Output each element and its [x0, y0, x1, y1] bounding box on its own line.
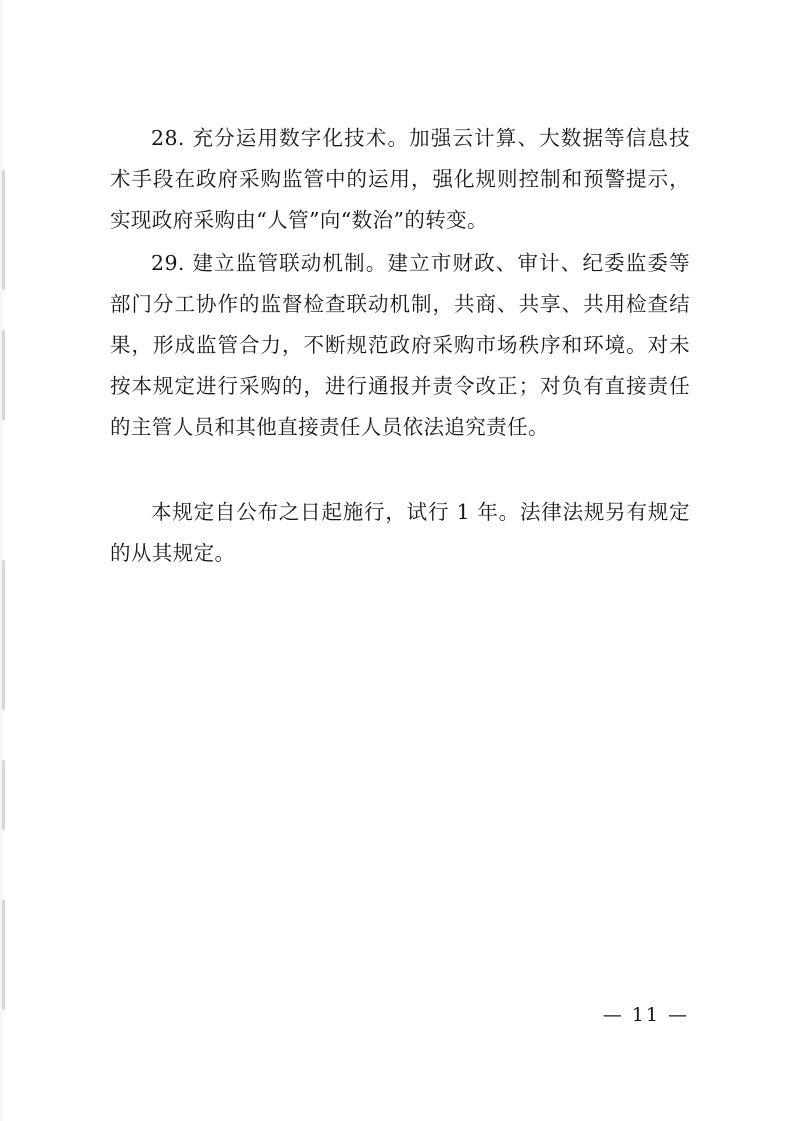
scan-mark [2, 900, 5, 1010]
scan-mark [2, 760, 5, 830]
scan-mark [2, 170, 5, 290]
paragraph-closing: 本规定自公布之日起施行，试行 1 年。法律法规另有规定的从其规定。 [110, 500, 690, 565]
paragraph-item-28: 28. 充分运用数字化技术。加强云计算、大数据等信息技术手段在政府采购监管中的运用，强化规则控制和预警提示，实现政府采购由“人管”向“数治”的转变。 [110, 126, 690, 232]
document-body [110, 118, 690, 576]
scan-mark [2, 330, 5, 420]
paragraph-item-29: 29. 建立监管联动机制。建立市财政、审计、纪委监委等部门分工协作的监督检查联动机制，共商、共享、共用检查结果，形成监管合力，不断规范政府采购市场秩序和环境。对未按本规定进行采购的，进行通报并责令改正；对负有直接责任的主管人员和其他直接责任人员依法追究责任。 [110, 251, 690, 439]
scan-mark [2, 560, 5, 710]
page-number: — 11 — [602, 1004, 689, 1026]
